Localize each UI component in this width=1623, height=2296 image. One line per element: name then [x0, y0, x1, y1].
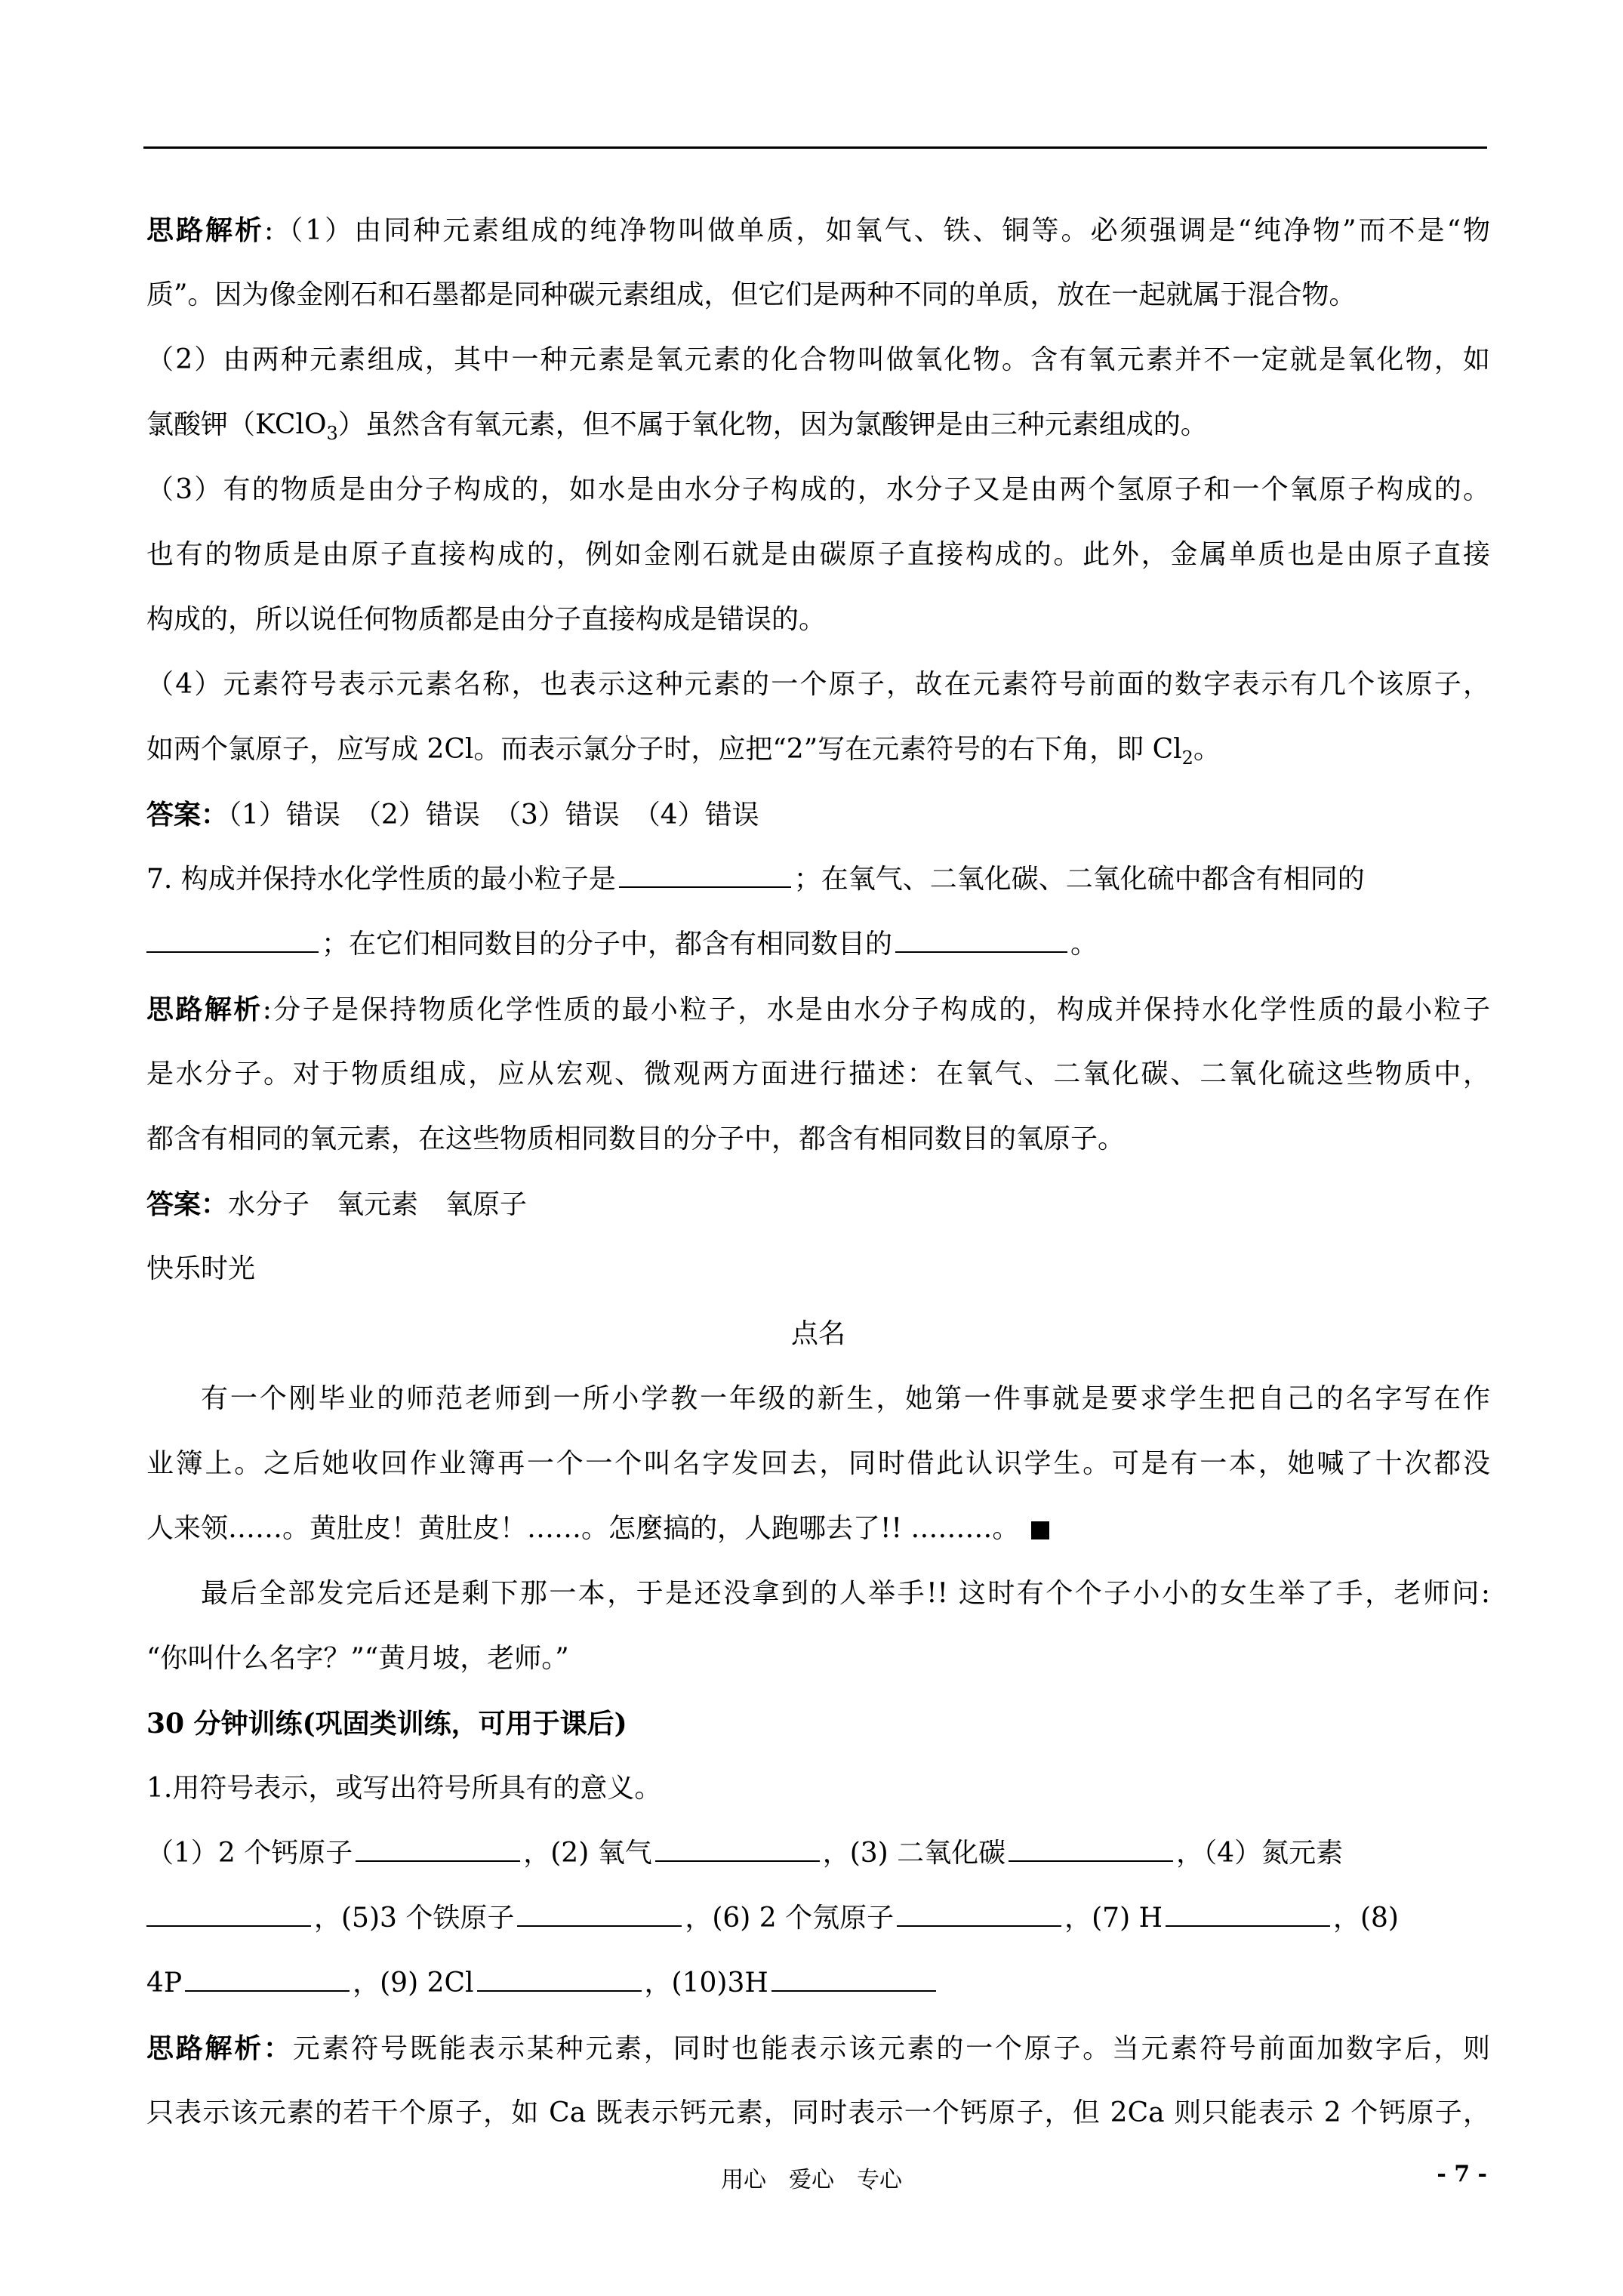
answer-blank[interactable] [897, 1903, 1061, 1927]
answer-blank[interactable] [185, 1968, 350, 1992]
analysis-text-line: （3）有的物质是由分子构成的，如水是由水分子构成的，水分子又是由两个氢原子和一个氧原子构成的。 [146, 474, 1490, 505]
story-title: 点名 [790, 1318, 845, 1349]
answer-blank[interactable] [1009, 1838, 1173, 1862]
answer-blank[interactable] [1166, 1903, 1330, 1927]
answer-blank[interactable] [146, 929, 319, 953]
analysis-text-line: 质”。因为像金刚石和石墨都是同种碳元素组成，但它们是两种不同的单质，放在一起就属于混合物。 [146, 279, 1357, 310]
text-segment: ）虽然含有氧元素，但不属于氧化物，因为氯酸钾是由三种元素组成的。 [337, 409, 1208, 440]
question-text: ，(3) 二氧化碳 [822, 1838, 1006, 1869]
page-footer [0, 2161, 1623, 2199]
answer-blank[interactable] [517, 1903, 682, 1927]
analysis-paragraph-line [146, 198, 1490, 263]
black-square-icon [1031, 1521, 1049, 1539]
answer-blank[interactable] [619, 864, 791, 888]
question-text: ，(10)3H [644, 1968, 768, 1999]
question-text: （1）2 个钙原子 [146, 1838, 353, 1869]
question-text: ，(5)3 个铁原子 [314, 1903, 515, 1934]
answer-line [146, 1172, 1490, 1237]
analysis-text-line: 构成的，所以说任何物质都是由分子直接构成是错误的。 [146, 604, 827, 635]
header-rule [143, 146, 1487, 149]
answer-blank[interactable] [771, 1968, 936, 1992]
analysis-text-line [146, 393, 1490, 458]
question-text: ；在氧气、二氧化碳、二氧化硫中都含有相同的 [793, 864, 1365, 895]
question-text: ，(7) H [1064, 1903, 1163, 1934]
subscript: 3 [326, 423, 338, 445]
story-text-line: “你叫什么名字？”“黄月坡，老师。” [146, 1643, 569, 1674]
page-content [146, 198, 1490, 2146]
answer-label: 答案： [146, 1188, 229, 1220]
analysis-text-line: （2）由两种元素组成，其中一种元素是氧元素的化合物叫做氧化物。含有氧元素并不一定就是氧化物，如 [146, 344, 1490, 375]
analysis-label: 思路解析： [146, 2032, 293, 2064]
text-segment: 。 [1193, 734, 1221, 765]
question-text: ，（4）氮元素 [1176, 1838, 1344, 1869]
answer-text: 水分子 氧元素 氧原子 [228, 1189, 528, 1220]
question-text: ，(8) [1332, 1903, 1399, 1934]
section-heading: 30 分钟训练(巩固类训练，可用于课后) [146, 1708, 627, 1740]
answer-label: 答案： [146, 799, 229, 831]
question-line [146, 1951, 1490, 2016]
story-text-line: 业簿上。之后她收回作业簿再一个一个叫名字发回去，同时借此认识学生。可是有一本，她喊了十次都没 [146, 1448, 1490, 1479]
question-text: 。 [1070, 929, 1098, 960]
analysis-text: :分子是保持物质化学性质的最小粒子，水是由水分子构成的，构成并保持水化学性质的最小粒子 [262, 994, 1490, 1025]
question-line [146, 1886, 1490, 1951]
analysis-paragraph-line [146, 2016, 1490, 2081]
story-text-line: 最后全部发完后还是剩下那一本，于是还没拿到的人举手!! 这时有个个子小小的女生举了手，老师问: [201, 1578, 1490, 1609]
question-text: ，(2) 氧气 [523, 1838, 652, 1869]
analysis-label: 思路解析 [146, 994, 263, 1025]
question-line [146, 1821, 1490, 1886]
answer-blank[interactable] [356, 1838, 520, 1862]
question-text: ，(6) 2 个氖原子 [685, 1903, 895, 1934]
answer-blank[interactable] [895, 929, 1067, 953]
page-number: - 7 - [1437, 2161, 1487, 2187]
text-segment: 氯酸钾（KClO [146, 409, 327, 440]
answer-blank[interactable] [477, 1968, 642, 1992]
analysis-text-line [146, 717, 1490, 782]
story-text-line [146, 1496, 1490, 1561]
analysis-text-line: 只表示该元素的若干个原子，如 Ca 既表示钙元素，同时表示一个钙原子，但 2Ca 则只能表示 2 个钙原子， [146, 2097, 1490, 2128]
footer-motto: 用心 爱心 专心 [721, 2167, 902, 2193]
question-line [146, 912, 1490, 977]
text-segment: 如两个氯原子，应写成 2Cl。而表示氯分子时，应把“2”写在元素符号的右下角，即 Cl [146, 734, 1182, 765]
story-text-line: 有一个刚毕业的师范老师到一所小学教一年级的新生，她第一件事就是要求学生把自己的名字写在作 [201, 1383, 1490, 1414]
analysis-text-line: （4）元素符号表示元素名称，也表示这种元素的一个原子，故在元素符号前面的数字表示有几个该原子， [146, 669, 1490, 700]
analysis-text-line: 都含有相同的氧元素，在这些物质相同数目的分子中，都含有相同数目的氧原子。 [146, 1123, 1126, 1154]
answer-blank[interactable] [146, 1903, 311, 1927]
question-line: 1.用符号表示，或写出符号所具有的意义。 [146, 1773, 662, 1804]
answer-text: （1）错误 （2）错误 （3）错误 （4）错误 [228, 800, 759, 831]
analysis-text-line: 也有的物质是由原子直接构成的，例如金刚石就是由碳原子直接构成的。此外，金属单质也是由原子直接 [146, 539, 1490, 570]
question-text: 7. 构成并保持水化学性质的最小粒子是 [146, 864, 616, 895]
question-text: 4P [146, 1968, 183, 1999]
subscript: 2 [1181, 747, 1193, 769]
analysis-text: :（1）由同种元素组成的纯净物叫做单质，如氧气、铁、铜等。必须强调是“纯净物”而不是“物 [264, 215, 1490, 246]
question-line [146, 847, 1490, 912]
analysis-paragraph-line [146, 977, 1490, 1042]
analysis-text-line: 是水分子。对于物质组成，应从宏观、微观两方面进行描述：在氧气、二氧化碳、二氧化硫这些物质中， [146, 1059, 1490, 1089]
analysis-text: 元素符号既能表示某种元素，同时也能表示该元素的一个原子。当元素符号前面加数字后，则 [292, 2033, 1490, 2064]
question-text: ；在它们相同数目的分子中，都含有相同数目的 [322, 929, 893, 960]
question-text: ，(9) 2Cl [353, 1968, 474, 1999]
answer-line [146, 782, 1490, 847]
text-segment: 人来领……。黄肚皮！黄肚皮！……。怎麼搞的，人跑哪去了!! ………。 [146, 1513, 1020, 1544]
analysis-label: 思路解析 [146, 214, 265, 246]
section-heading: 快乐时光 [146, 1253, 256, 1284]
answer-blank[interactable] [655, 1838, 820, 1862]
